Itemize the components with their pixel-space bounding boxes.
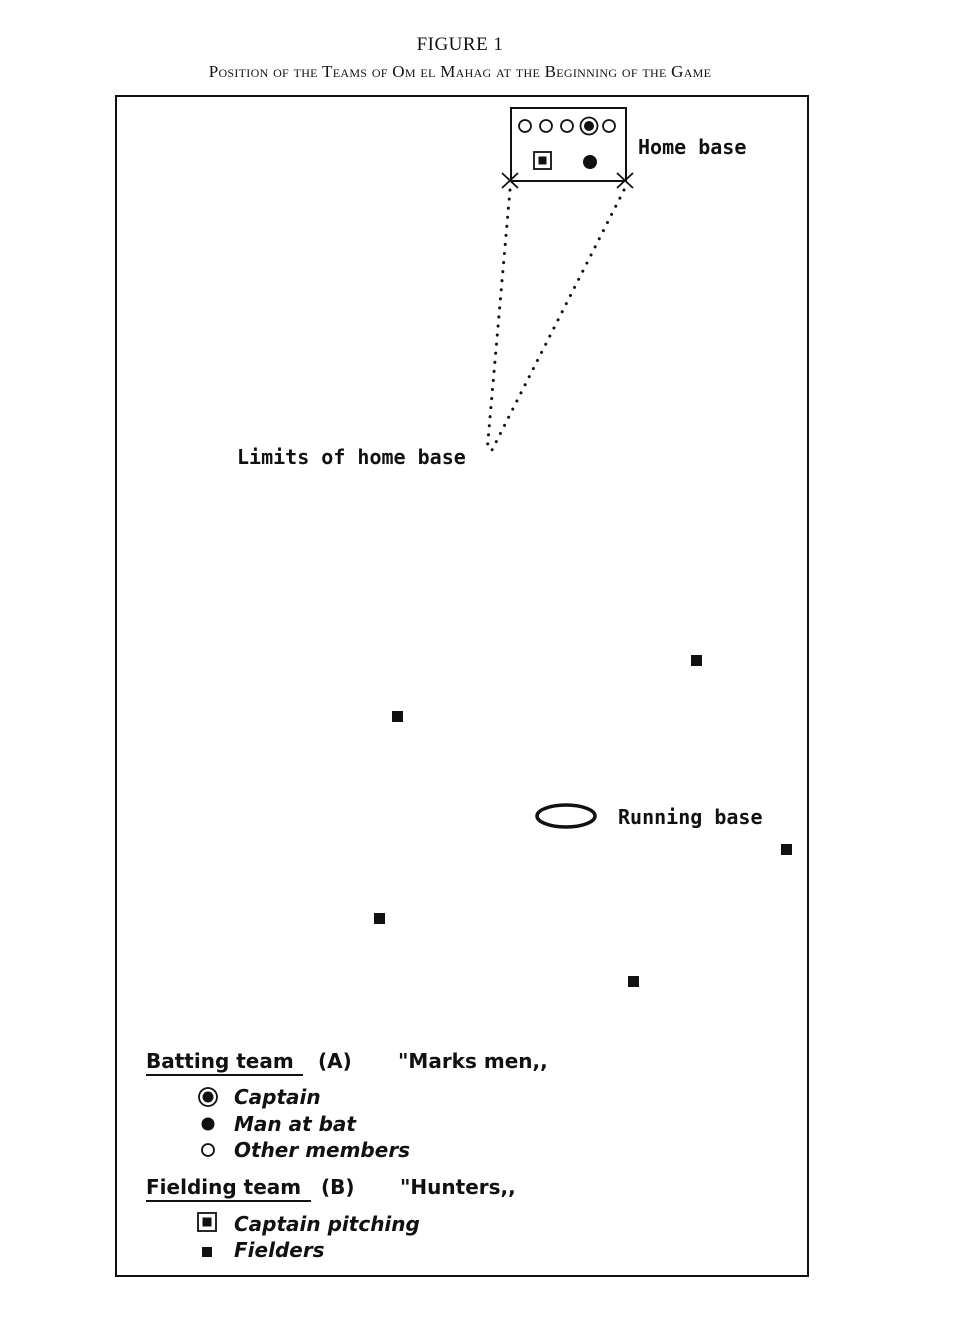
legend-fielders-label: Fielders	[234, 1238, 325, 1262]
legend-man-at-bat-label: Man at bat	[234, 1112, 356, 1136]
legend-batting-heading: Batting team	[146, 1049, 294, 1073]
home-base-box	[511, 108, 626, 181]
other-member-marker	[540, 120, 552, 132]
batting-captain-marker	[581, 118, 598, 135]
legend-batting-nickname: "Marks men,,	[398, 1049, 548, 1073]
pitching-captain-marker	[534, 152, 551, 169]
legend-fielding-heading: Fielding team	[146, 1175, 302, 1199]
fielder-marker	[628, 976, 639, 987]
fielder-marker	[691, 655, 702, 666]
other-member-marker	[561, 120, 573, 132]
legend-other-members-icon	[202, 1144, 214, 1156]
legend-captain-pitching-label: Captain pitching	[234, 1212, 420, 1236]
field-border	[116, 96, 808, 1276]
legend-captain-label: Captain	[234, 1085, 321, 1109]
home-base-label: Home base	[638, 135, 747, 159]
legend-fielding-nickname: "Hunters,,	[400, 1175, 516, 1199]
fielder-marker	[374, 913, 385, 924]
home-base-limit-line	[491, 190, 624, 452]
legend-batting-code: (A)	[318, 1049, 352, 1073]
legend-other-members-label: Other members	[234, 1138, 411, 1162]
legend-fielders-icon	[202, 1247, 212, 1257]
legend-fielding-code: (B)	[321, 1175, 355, 1199]
figure-number: FIGURE 1	[416, 34, 504, 55]
running-base-marker	[537, 805, 595, 827]
other-member-marker	[603, 120, 615, 132]
fielder-marker	[781, 844, 792, 855]
other-member-marker	[519, 120, 531, 132]
fielder-marker	[392, 711, 403, 722]
legend	[146, 1049, 548, 1262]
figure-title: Position of the Teams of Om el Mahag at the Beginning of the Game	[208, 62, 712, 81]
running-base-label: Running base	[618, 805, 763, 829]
legend-man-at-bat-icon	[202, 1118, 215, 1131]
limits-label: Limits of home base	[237, 445, 466, 469]
man-at-bat-marker	[583, 155, 597, 169]
home-base-limit-line	[487, 190, 510, 452]
